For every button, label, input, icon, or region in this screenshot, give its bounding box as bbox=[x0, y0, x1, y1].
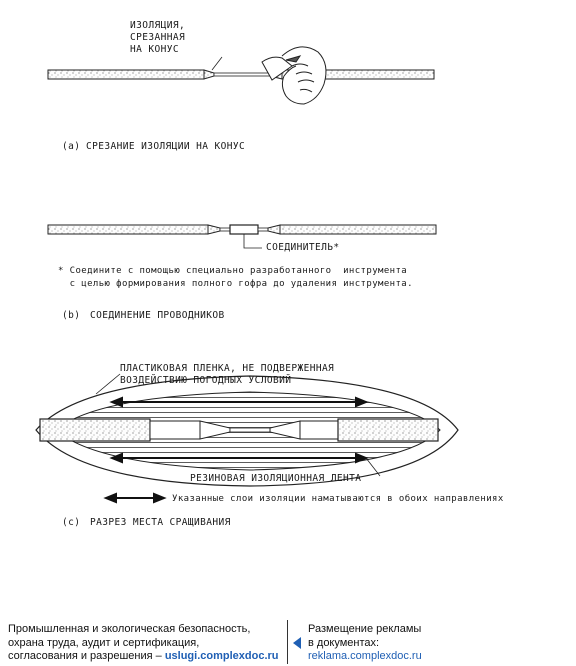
footer-left-line3 bbox=[8, 650, 279, 664]
hand-knife-icon bbox=[262, 47, 326, 104]
uslugi-link[interactable]: uslugi.complexdoc.ru bbox=[164, 650, 279, 662]
ad-footer bbox=[0, 614, 576, 666]
connector-note-line1: * Соедините с помощью специально разработанного инструмента bbox=[58, 266, 408, 276]
footer-right-block bbox=[308, 623, 422, 664]
callout-leader-b bbox=[244, 234, 262, 248]
caption-tag-b: (b) bbox=[62, 310, 81, 321]
tape-label: РЕЗИНОВАЯ ИЗОЛЯЦИОННАЯ ЛЕНТА bbox=[190, 473, 362, 484]
triangle-left-icon bbox=[293, 637, 301, 649]
caption-b: СОЕДИНЕНИЕ ПРОВОДНИКОВ bbox=[90, 310, 225, 321]
callout-leader-a bbox=[212, 57, 222, 70]
reklama-link[interactable]: reklama.complexdoc.ru bbox=[308, 650, 422, 662]
footer-divider bbox=[287, 620, 288, 664]
connector-note-line2: с целью формирования полного гофра до удаления инструмента. bbox=[58, 279, 413, 289]
film-label-line2: ВОЗДЕЙСТВИЮ ПОГОДНЫХ УСЛОВИЙ bbox=[120, 375, 292, 386]
caption-c: РАЗРЕЗ МЕСТА СРАЩИВАНИЯ bbox=[90, 517, 231, 528]
callout-insulation-tapered: ИЗОЛЯЦИЯ, СРЕЗАННАЯ НА КОНУС bbox=[130, 20, 186, 55]
footer-left-block bbox=[8, 623, 279, 664]
legend-arrow-icon bbox=[106, 494, 164, 502]
splice-cross-section bbox=[36, 376, 458, 486]
caption-tag-a: (a) bbox=[62, 141, 81, 152]
footer-right-line2: в документах: bbox=[308, 636, 380, 649]
caption-tag-c: (c) bbox=[62, 517, 81, 528]
film-label-line1: ПЛАСТИКОВАЯ ПЛЕНКА, НЕ ПОДВЕРЖЕННАЯ bbox=[120, 363, 335, 374]
footer-right-line1: Размещение рекламы bbox=[308, 623, 422, 635]
legend-text: Указанные слои изоляции наматываются в обоих направлениях bbox=[172, 494, 504, 504]
connector-label: СОЕДИНИТЕЛЬ* bbox=[266, 242, 340, 253]
cable-a bbox=[48, 70, 434, 79]
caption-a: СРЕЗАНИЕ ИЗОЛЯЦИИ НА КОНУС bbox=[86, 141, 246, 152]
footer-left-line1: Промышленная и экологическая безопасность, bbox=[8, 623, 251, 635]
cable-b bbox=[48, 225, 436, 234]
footer-left-line3-prefix: согласования и разрешения – bbox=[8, 650, 165, 662]
footer-left-line2: охрана труда, аудит и сертификация, bbox=[8, 636, 200, 649]
